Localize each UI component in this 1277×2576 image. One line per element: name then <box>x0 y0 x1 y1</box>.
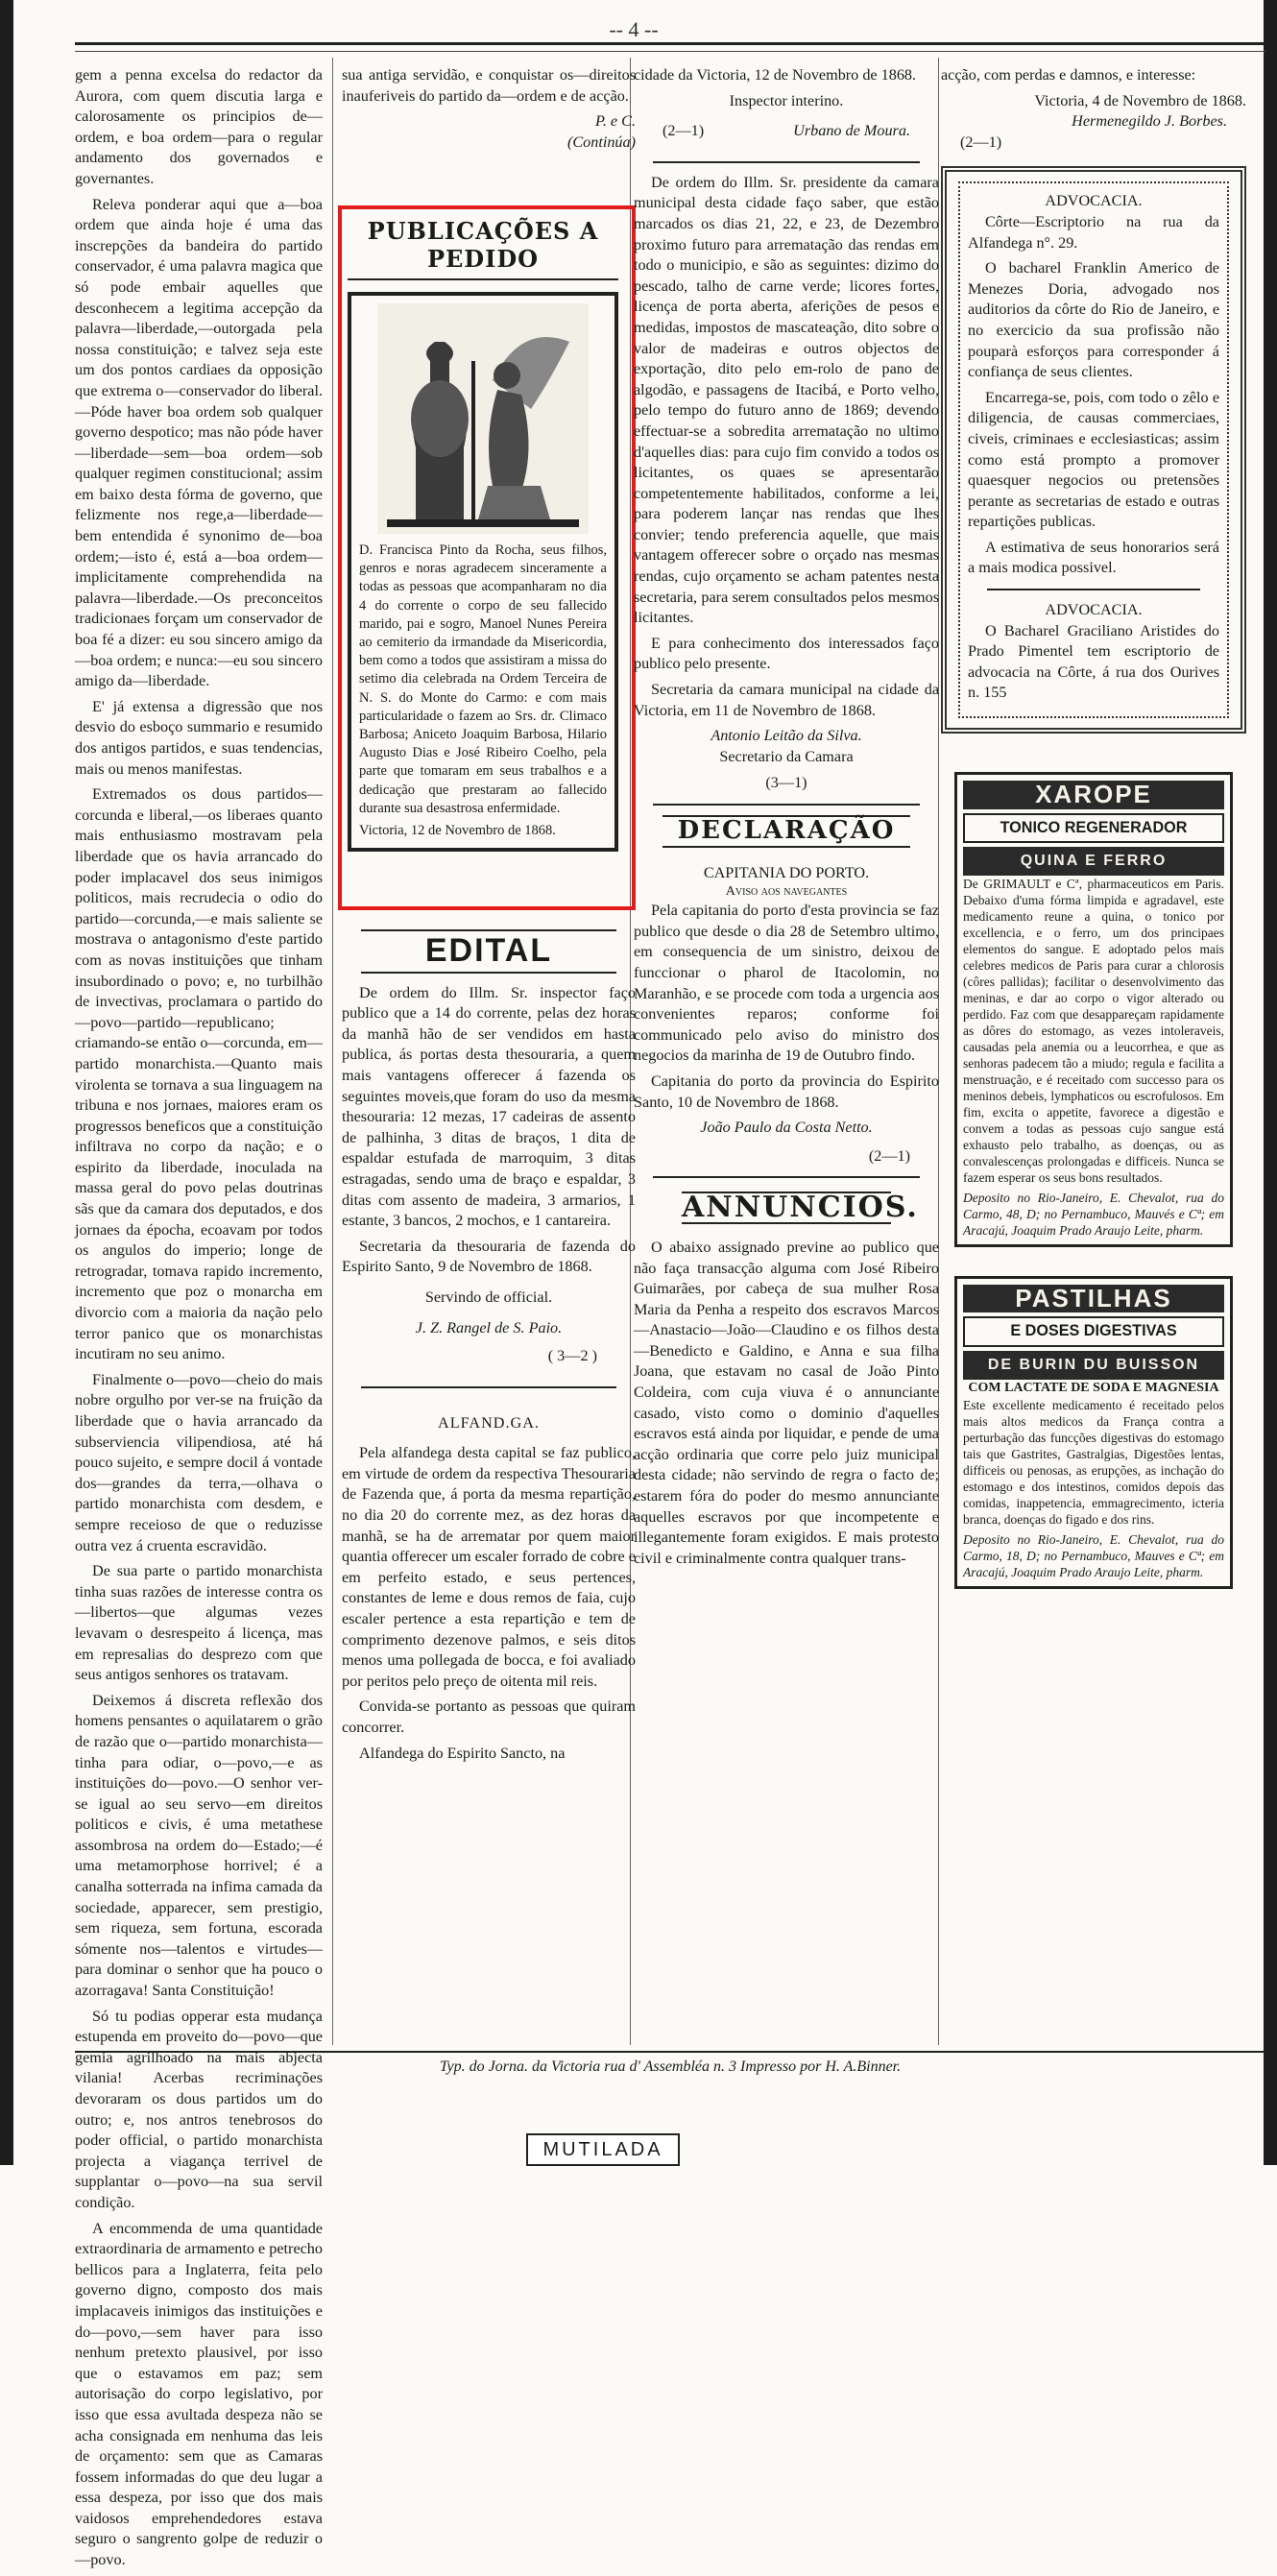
alfandega-text: Alfandega do Espirito Sancto, na <box>359 1744 566 1762</box>
divider <box>987 589 1200 590</box>
column-2 <box>342 65 636 153</box>
article-paragraph: E' já extensa a digressão que nos desvio do esboço summario e resumido dos antigos partidos, e suas tendencias, mais ou menos manifestas. <box>75 697 323 778</box>
capitania-subtitle: Aviso aos navegantes <box>725 884 848 900</box>
notice-number: (2—1) <box>960 132 1002 151</box>
divider <box>361 929 616 931</box>
notice-signature: Urbano de Moura. <box>793 122 910 140</box>
divider <box>361 972 616 974</box>
divider <box>653 161 920 163</box>
pastilhas-advertisement <box>954 1276 1233 1589</box>
advocacia-title: ADVOCACIA. <box>1045 601 1143 619</box>
article-paragraph: Deixemos á discreta reflexão dos homens pensantes o aquilatarem o grão de razão que o—partido monarchista—tinha para odiar, o—povo,—e as instituições do—povo.—O senhor ver-se igual ao seu servo—em direitos politicos e civis, é uma metathese assombrosa na ordem do—Estado;—é uma metamorphose horrivel; é a canalha sotterrada na infima camada da sociedade, apparecer, sem prestigio, sem riqueza, sem fortuna, escorada sómente nos—talentos e virtudes—para dominar o senhor que ha pouco o azorragava! Santa Constituição! <box>75 1691 323 2000</box>
edital-text: Secretaria da thesouraria de fazenda do Espirito Santo, 9 de Novembro de 1868. <box>342 1237 636 1276</box>
column-3 <box>634 65 939 1574</box>
camara-number: (3—1) <box>765 774 807 792</box>
advocacia-title: ADVOCACIA. <box>1045 192 1143 210</box>
capitania-number: (2—1) <box>868 1146 910 1165</box>
xarope-advertisement <box>954 772 1233 1247</box>
capitania-text: Pela capitania do porto d'esta provincia se faz publico que desde o dia 28 de Setembro ultimo, em consequencia de um sinistro, deixou de funccionar o pharol de Itacolomin, no Maranhão, e se procede com toda a urgencia aos convenientes reparos; conforme foi communicado pelo aviso do ministro dos negocios da marinha de 19 de Outubro findo. <box>634 902 939 1065</box>
annuncio-text: O abaixo assignado previne ao publico que não faça transacção alguma com José Ribeiro Guimarães, por cabeça de sua mulher Rosa Maria da Penha a respeito dos escravos Marcos—Anastacio—João—Claudino e os filhos desta—Benedicto e Galdino, e Anna e sua filha Joana, que estavam no casal de João Pinto Coldeira, com cuja viuva é o annunciante casado, visto como o dominio d'aquelles escravos está ainda por liquidar, e pende de uma acção ordinaria que corre pelo juiz municipal desta cidade; não servindo de regra o facto de; estarem fóra do poder do mesmo annunciante aquelles escravos por que incompetente e illegantemente foram exigidos. E mais protesto civil e criminalmente contra qualquer trans- <box>634 1238 939 1567</box>
article-paragraph: De sua parte o partido monarchista tinha suas razões de interesse contra os—libertos—que algumas vezes levavam o desrespeito á licença, mas em represalias do desprezo com que seus antigos senhores os tratavam. <box>75 1562 323 1684</box>
ad-text: De GRIMAULT e Cª, pharmaceuticos em Paris. Debaixo d'uma fórma limpida e agradavel, este medicamento reune a quina, o tonico por excellencia, e o ferro, um dos principaes elementos do sangue. E adoptado pelos mais celebres medicos de Paris para curar a chlorosis (côres pallidas); facilitar o desenvolvimento das meninas, e dar ao corpo o vigor alterado ou perdido. Faz com que desappareçam rapidamente as dôres do estomago, as vezes intoleraveis, causadas pela anemia ou a leucorrhea, e que as senhoras padecem tão a miudo; regula e facilita a menstruação, e é receitado com successo para os meninos debeis, lymphaticos ou escrofulosos. Em fim, excita o appetite, favorece a digestão e convem a todas as pessoas cujo sangue está exhausto pelo trabalho, as doenças, ou as convalescenças prolongadas e difficeis. Nunca se fazem esperar os seus bons resultados. <box>963 876 1224 1185</box>
column-4 <box>941 65 1246 1602</box>
alfandega-text: Convida-se portanto as pessoas que quiram concorrer. <box>342 1697 636 1736</box>
divider <box>653 804 920 806</box>
notice-footer <box>634 111 939 152</box>
edital-servindo: Servindo de official. <box>424 1288 553 1306</box>
article-signature: P. e C. <box>595 112 636 131</box>
article-paragraph: Finalmente o—povo—cheio do mais nobre orgulho por ver-se na fruição da liberdade que o havia arrancado da subserviencia vilipendiosa, até há pouco sujeito, e sempre docil á vontade dos—grandes da terra,—olhava o partido monarchista com desdem, e sempre receioso de que o reduzisse outra vez á cruenta escravidão. <box>75 1370 323 1554</box>
footer-rule <box>75 2051 1265 2053</box>
ad-deposit: Deposito no Rio-Janeiro, E. Chevalot, rua do Carmo, 18, D; no Pernambuco, Mauves e Cª; em Aracajú, Joaquim Prado Araujo Leite, pharm. <box>963 1531 1224 1579</box>
notice-date: Victoria, 4 de Novembro de 1868. <box>1034 91 1246 109</box>
alfandega-text: Pela alfandega desta capital se faz publico, em virtude de ordem da respectiva Thesouraria de Fazenda que, á porta da mesma repartição, no dia 20 do corrente mez, as dez horas da manhã, se ha de arrematar por quem maior quantia offerecer um escaler forrado de cobre e em perfeito estado, e seus pertences, constantes de leme e dous remos de faia, cujo escaler pertence a esta repartição e tem de comprimento dezenove palmos, e seis ditos menos uma pollegada de bocca, e foi avaliado por peritos pelo preço de oitenta mil reis. <box>342 1444 636 1690</box>
notice-text: acção, com perdas e damnos, e interesse: <box>941 66 1196 84</box>
advocacia-text: O Bacharel Graciliano Aristides do Prado Pimentel tem escriptorio de advocacia na Côrte, á rua dos Ourives n. 155 <box>968 621 1219 702</box>
alfandega-title: ALFAND.GA. <box>438 1413 540 1432</box>
column-2-lower <box>342 920 636 1769</box>
notice-number: (2—1) <box>663 122 705 140</box>
continua-note: (Continúa) <box>566 132 636 151</box>
ad-subtitle: QUINA E FERRO <box>963 847 1224 876</box>
edital-signature: J. Z. Rangel de S. Paio. <box>415 1318 563 1336</box>
printer-footer: Typ. do Jorna. da Victoria rua d' Assembléa n. 3 Impresso por H. A.Binner. <box>439 2058 902 2075</box>
article-paragraph: gem a penna excelsa do redactor da Aurora, com quem discutia larga e calorosamente os principios de—ordem, e boa ordem—para o regular andamento dos governados e governantes. <box>75 66 323 187</box>
mutilada-stamp: MUTILADA <box>526 2133 680 2166</box>
article-paragraph: Só tu podias opperar esta mudança estupenda em proveito do—povo—que gemia agrilhoado na mais abjecta vilania! Acerbas recriminações devoraram os dous partidos um do outro; e, nos antros tenebrosos do poder official, o partido monarchista projecta a viagança terrivel de supplantar o—povo—na sua servil condição. <box>75 2007 323 2211</box>
ad-subtitle: E DOSES DIGESTIVAS <box>963 1316 1224 1347</box>
header-rule <box>75 42 1265 52</box>
camara-signature: Antonio Leitão da Silva. <box>711 727 862 745</box>
ad-title: XAROPE <box>963 781 1224 809</box>
obituary-notice <box>348 292 618 852</box>
ad-deposit: Deposito no Rio-Janeiro, E. Chevalot, rua do Carmo, 48, D; no Pernambuco, Mauvés e Cª; em Aracajú, Joaquim Prado Araujo Leite, pharm. <box>963 1190 1224 1238</box>
article-paragraph: Releva ponderar aqui que a—boa ordem que ainda hoje é uma das inscrepções da bandeira do partido conservador, é uma palavra magica que só pode embair aquelles que desconhecem a legitima accepção da palavra—liberdade,—outorgada pela nossa constituição; e talvez seja este um dos pontos cardiaes da opposição que extrema o—conservador do liberal.—Póde haver boa ordem sob qualquer governo despotico; mas não póde haver—liberdade—sem—boa ordem—sob qualquer regimen constitucional; assim em baixo desta fórma de governo, que felizmente nos rege,a—liberdade—bem entendida é synonimo de—boa ordem;—isto é, está a—boa ordem—implicitamente comprehendida na palavra—liberdade.—Os preconceitos tradicionaes forçam um conservador de boa fé a dizer: eu sou sincero amigo da—boa ordem; e nunca:—eu sou sincero amigo da—liberdade. <box>75 195 323 690</box>
edital-title: EDITAL <box>424 932 553 969</box>
annuncios-title: ANNUNCIOS. <box>682 1191 919 1225</box>
mourning-angel-urn-engraving <box>377 303 589 534</box>
right-page-edge <box>1264 0 1277 2165</box>
capitania-signature: João Paulo da Costa Netto. <box>700 1119 873 1137</box>
obituary-date: Victoria, 12 de Novembro de 1868. <box>359 823 556 839</box>
notice-signature: Hermenegildo J. Borbes. <box>1072 112 1227 131</box>
ad-text: Este excellente medicamento é receitado pelos mais altos medicos da França contra a perturbação das funcções digestivas do estomago tais que Gastrites, Gastralgias, Digestões lentas, difficeis ou penosas, as erupções, as inchação do estomago e dos intestinos, comidos depois das comidas, inappetencia, emmagrecimento, icteria branca, doenças do figado e dos rins. <box>963 1397 1224 1527</box>
edital-number: ( 3—2 ) <box>547 1347 597 1365</box>
declaracao-title: DECLARAÇÃO <box>663 815 910 848</box>
notice-role: Inspector interino. <box>729 91 844 109</box>
advocacia-text: Encarrega-se, pois, com todo o zêlo e diligencia, de causas commerciaes, civeis, criminaes e ecclesiasticas; assim como está prompto a promover quaesquer negocios ou pretensões perante as secretarias de estado e outras repartições publicas. <box>968 388 1219 531</box>
section-title: PUBLICAÇÕES A PEDIDO <box>348 213 618 280</box>
divider <box>653 1176 920 1178</box>
ad-subtitle: TONICO REGENERADOR <box>963 813 1224 844</box>
obituary-text: D. Francisca Pinto da Rocha, seus filhos, genros e noras agradecem sinceramente a todas as pessoas que acompanharam no dia 4 do corrente o corpo de seu fallecido marido, pai e sogro, Manoel Nunes Pereira ao cemiterio da irmandade da Misericordia, bem como a todos que assistiram a missa do setimo dia celebrada na Ordem Terceira de N. S. do Monte do Carmo: e com mais particularidade o fazem ao Srs. dr. Climaco Barbosa; Aniceto Joaquim Barbosa, Hilario Augusto Dias e José Ribeiro Coelho, pela parte que tomaram em seus trabalhos e a dedicação que prestaram ao fallecido durante sua desastrosa enfermidade. <box>359 542 607 816</box>
column-divider <box>332 58 333 2045</box>
publicacoes-a-pedido-section <box>338 205 632 906</box>
camara-text: E para conhecimento dos interessados faço publico pelo presente. <box>634 634 939 673</box>
ad-title: PASTILHAS <box>963 1285 1224 1313</box>
camara-text: Secretaria da camara municipal na cidade da Victoria, em 11 de Novembro de 1868. <box>634 681 939 719</box>
advocacia-box <box>941 166 1246 734</box>
page-number: -- 4 -- <box>609 17 659 41</box>
column-1 <box>75 65 323 2576</box>
edital-text: De ordem do Illm. Sr. inspector faço publico que a 14 do corrente, pelas dez horas da manhã hão de ser vendidos em hasta publica, ás portas desta thesouraria, a quem mais vantagens offerecer á fazenda os seguintes moveis,que foram do uso da mesma thesouraria: 12 mezas, 17 cadeiras de assento de palhinha, 3 ditas de braços, 1 dita de espaldar estufada de marroquim, 3 ditas estragadas, sendo uma de braço e espaldar, 3 ditas com assento de madeira, 3 armarios, 1 estante, 3 bancos, 2 mochos, e 1 cantareira. <box>342 983 636 1230</box>
advocacia-text: A estimativa de seus honorarios será a mais modica possivel. <box>968 538 1219 577</box>
article-paragraph: Extremados os dous partidos—corcunda e liberal,—os liberaes quanto mais enthusiasmo mostravam pela liberdade que os havia arrancado do poder implacavel dos seus inimigos politicos, mais recrudecia o odio do partido—corcunda,—e mais saliente se mostrava o antagonismo d'este partido com as novas instituições que tinham insubordinado o povo; e, no turbilhão de invectivas, proclamara o partido do—povo—partido—republicano; criamando-se então o—corcunda, em—partido monarchista.—Quanto mais virolenta se tornava a sua linguagem na tribuna e nos jornaes, maiores eram os progressos beneficos que a constituição infiltrava no corpo da nação; e o espirito da liberdade, inoculada na massa geral do povo pelas doutrinas sãs que da camara dos deputados, e dos jornaes da épocha, ecoavam por todos os angulos do imperio; longe de retrogradar, tomava rapido incremento, incremento que poz o monarcha em divorcio com a maioria da nação pelo terror panico que os monarchistas incutiram no seu animo. <box>75 785 323 1363</box>
article-continuation: sua antiga servidão, e conquistar os—direitos inauferiveis do partido da—ordem e de acção. <box>342 66 636 105</box>
capitania-title: CAPITANIA DO PORTO. <box>703 863 870 881</box>
capitania-text: Capitania do porto da provincia do Espirito Santo, 10 de Novembro de 1868. <box>634 1071 939 1111</box>
advocacia-text: O bacharel Franklin Americo de Menezes Doria, advogado nos auditorios da côrte do Rio de Janeiro, e no exercicio da sua profissão não pouparà esforços para corresponder á confiança de seus clientes. <box>968 259 1219 381</box>
ad-subtitle: DE BURIN DU BUISSON <box>963 1351 1224 1380</box>
ad-subtitle: COM LACTATE DE SODA E MAGNESIA <box>968 1380 1219 1395</box>
notice-text: cidade da Victoria, 12 de Novembro de 1868. <box>634 66 917 84</box>
advocacia-address: Côrte—Escriptorio na rua da Alfandega n°. 29. <box>968 212 1219 252</box>
camara-role: Secretario da Camara <box>719 747 854 765</box>
camara-text: De ordem do Illm. Sr. presidente da camara municipal desta cidade faço saber, que estão marcados os dias 21, 22, e 23, de Dezembro proximo futuro para arrematação das rendas em todo o municipio, e são as seguintes: dizimo do pescado, talho de carne verde; licores fortes, licença de porta aberta, aferições de pesos e medidas, impostos de mascateação, dito sobre o valor de madeiras e outros objectos de exportação, dito pelo em-rolo de pano de algodão, e passagens de Itacibá, e Porto velho, pelo tempo do futuro anno de 1869; devendo effectuar-se a sobredita arrematação no ultimo d'aquelles dias: para cujo fim convido a todos os licitantes, os quaes se apresentarão competentemente habilitados, conforme a lei, para poderem lançar nas rendas que lhes convier; tendo preferencia aquelle, que mais vantagem offerecer sobre o orçado nas mesmas rendas, cujo orçamento se acham patentes nesta secretaria, para serem consultados pelos mesmos licitantes. <box>634 173 939 627</box>
article-paragraph: A encommenda de uma quantidade extraordinaria de armamento e petrecho bellicos para a Inglaterra, feita pelo governo digno, composto dos mais implacaveis inimigos das instituições e do—povo,—sem haver para isso nenhum pretexto plausivel, por isso que o estavamos em paz; sem autorisação do corpo legislativo, por isso que essa avultada despeza não se acha consignada em nenhuma das leis de orçamento: sem que as Camaras fossem informadas do que deu lugar a essa despeza, por isso que dos mais vaidosos emprehendedores estava seguro o sangrento golpe de reduzir o—povo. <box>75 2219 323 2569</box>
left-page-edge <box>0 0 13 2165</box>
divider <box>361 1386 616 1388</box>
